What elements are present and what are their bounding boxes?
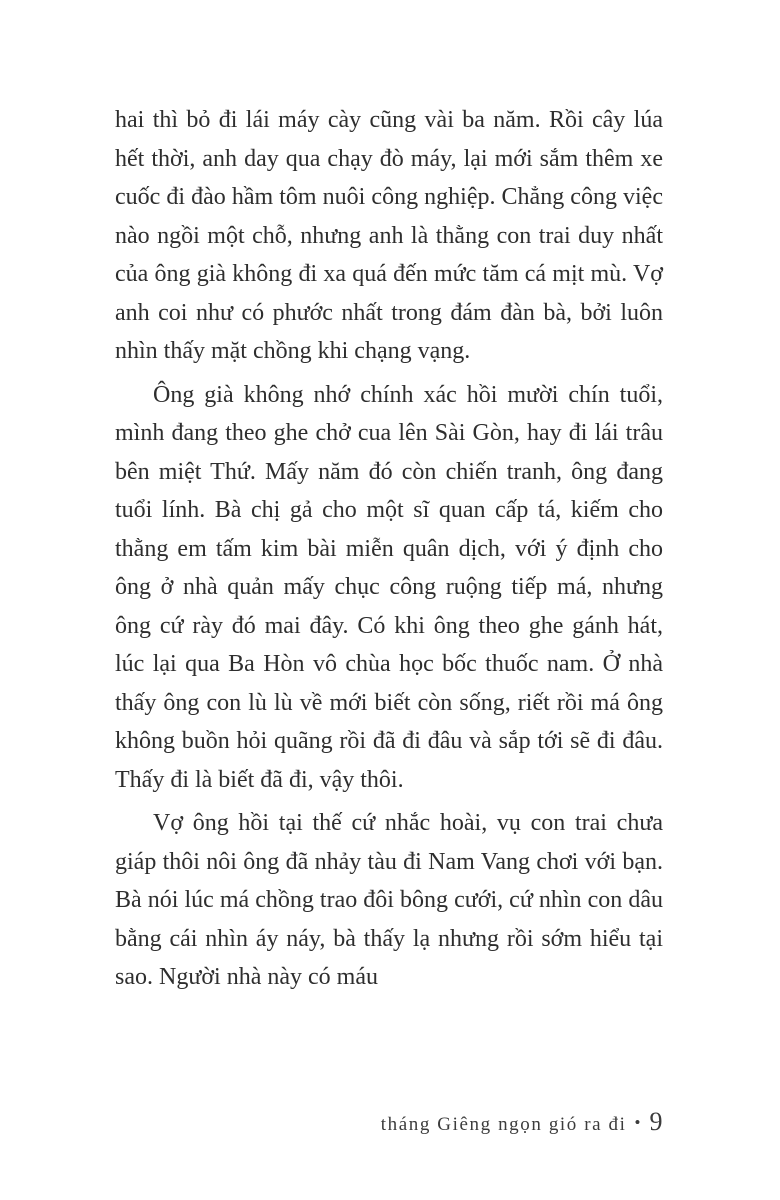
paragraph: hai thì bỏ đi lái máy cày cũng vài ba năm. Rồi cây lúa hết thời, anh day qua chạy đò máy, lại mới sắm thêm xe cuốc đi đào hầm tôm nuôi công nghiệp. Chẳng công việc nào ngồi một chỗ, nhưng anh là thằng con trai duy nhất của ông già không đi xa quá đến mức tăm cá mịt mù. Vợ anh coi như có phước nhất trong đám đàn bà, bởi luôn nhìn thấy mặt chồng khi chạng vạng. (115, 107, 663, 364)
page-number: 9 (649, 1107, 663, 1136)
footer-separator-bullet: • (634, 1113, 641, 1132)
paragraph: Ông già không nhớ chính xác hồi mười chín tuổi, mình đang theo ghe chở cua lên Sài Gòn, hay đi lái trâu bên miệt Thứ. Mấy năm đó còn chiến tranh, ông đang tuổi lính. Bà chị gả cho một sĩ quan cấp tá, kiếm cho thằng em tấm kim bài miễn quân dịch, với ý định cho ông ở nhà quản mấy chục công ruộng tiếp má, nhưng ông cứ rày đó mai đây. Có khi ông theo ghe gánh hát, lúc lại qua Ba Hòn vô chùa học bốc thuốc nam. Ở nhà thấy ông con lù lù về mới biết còn sống, riết rồi má ông không buồn hỏi quãng rồi đã đi đâu và sắp tới sẽ đi đâu. Thấy đi là biết đã đi, vậy thôi. (115, 381, 663, 793)
body-text-block (115, 101, 663, 1002)
running-title: tháng Giêng ngọn gió ra đi (380, 1114, 627, 1135)
paragraph: Vợ ông hồi tại thế cứ nhắc hoài, vụ con trai chưa giáp thôi nôi ông đã nhảy tàu đi Nam Vang chơi với bạn. Bà nói lúc má chồng trao đôi bông cưới, cứ nhìn con dâu bằng cái nhìn áy náy, bà thấy lạ nhưng rồi sớm hiểu tại sao. Người nhà này có máu (115, 810, 663, 990)
page-footer (115, 1107, 663, 1137)
